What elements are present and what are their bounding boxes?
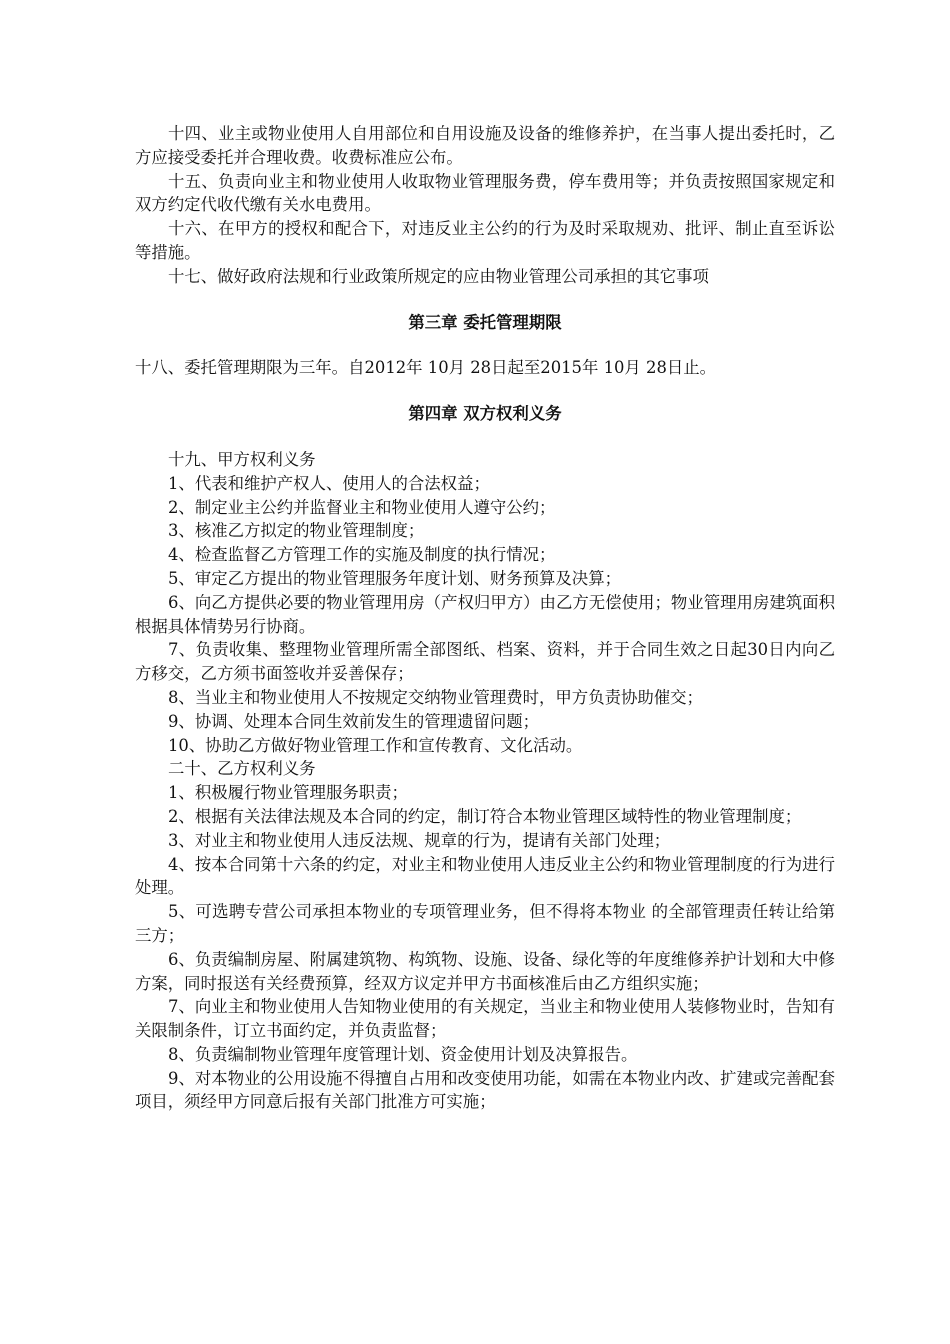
list-item: 2、根据有关法律法规及本合同的约定，制订符合本物业管理区域特性的物业管理制度； bbox=[168, 806, 802, 826]
list-item: 5、审定乙方提出的物业管理服务年度计划、财务预算及决算； bbox=[168, 568, 621, 588]
paragraph-18: 十八、委托管理期限为三年。自2012年 10月 28日起至2015年 10月 28日止。 bbox=[135, 358, 717, 378]
list-item: 6、负责编制房屋、附属建筑物、构筑物、设施、设备、绿化等的年度维修养护计划和大中修方案，同时报送有关经费预算，经双方议定并甲方书面核准后由乙方组织实施； bbox=[135, 949, 835, 993]
paragraph-19-heading: 十九、甲方权利义务 bbox=[168, 449, 316, 469]
list-item: 1、代表和维护产权人、使用人的合法权益； bbox=[168, 473, 490, 493]
list-item: 3、核准乙方拟定的物业管理制度； bbox=[168, 521, 425, 541]
chapter-3-title: 第三章 委托管理期限 bbox=[408, 312, 562, 332]
list-item: 9、协调、处理本合同生效前发生的管理遗留问题； bbox=[168, 711, 540, 731]
list-item: 7、负责收集、整理物业管理所需全部图纸、档案、资料，并于合同生效之日起30日内向乙方移交，乙方须书面签收并妥善保存； bbox=[135, 640, 835, 684]
list-item: 6、向乙方提供必要的物业管理用房（产权归甲方）由乙方无偿使用；物业管理用房建筑面积根据具体情势另行协商。 bbox=[135, 592, 835, 636]
list-item: 8、负责编制物业管理年度管理计划、资金使用计划及决算报告。 bbox=[168, 1044, 638, 1064]
list-item: 2、制定业主公约并监督业主和物业使用人遵守公约； bbox=[168, 497, 556, 517]
paragraph-17: 十七、做好政府法规和行业政策所规定的应由物业管理公司承担的其它事项 bbox=[168, 266, 709, 286]
list-item: 1、积极履行物业管理服务职责； bbox=[168, 783, 408, 803]
list-item: 5、可选聘专营公司承担本物业的专项管理业务，但不得将本物业 的全部管理责任转让给第三方； bbox=[135, 902, 835, 945]
list-item: 7、向业主和物业使用人告知物业使用的有关规定，当业主和物业使用人装修物业时，告知有关限制条件，订立书面约定，并负责监督； bbox=[135, 997, 835, 1041]
list-item: 4、按本合同第十六条的约定，对业主和物业使用人违反业主公约和物业管理制度的行为进行处理。 bbox=[135, 854, 835, 898]
paragraph-20-heading: 二十、乙方权利义务 bbox=[168, 759, 316, 779]
list-item: 4、检查监督乙方管理工作的实施及制度的执行情况； bbox=[168, 545, 556, 565]
paragraph-15: 十五、负责向业主和物业使用人收取物业管理服务费，停车费用等；并负责按照国家规定和双方约定代收代缴有关水电费用。 bbox=[135, 171, 835, 215]
list-item: 8、当业主和物业使用人不按规定交纳物业管理费时，甲方负责协助催交； bbox=[168, 687, 703, 707]
list-item: 3、对业主和物业使用人违反法规、规章的行为，提请有关部门处理； bbox=[168, 830, 671, 850]
paragraph-16: 十六、在甲方的授权和配合下，对违反业主公约的行为及时采取规劝、批评、制止直至诉讼等措施。 bbox=[135, 219, 835, 262]
chapter-4-title: 第四章 双方权利义务 bbox=[408, 404, 562, 424]
document-page bbox=[135, 122, 835, 1114]
paragraph-14: 十四、业主或物业使用人自用部位和自用设施及设备的维修养护，在当事人提出委托时，乙方应接受委托并合理收费。收费标准应公布。 bbox=[135, 124, 835, 167]
list-item: 9、对本物业的公用设施不得擅自占用和改变使用功能，如需在本物业内改、扩建或完善配套项目，须经甲方同意后报有关部门批准方可实施； bbox=[135, 1068, 835, 1112]
list-item: 10、协助乙方做好物业管理工作和宣传教育、文化活动。 bbox=[168, 735, 583, 755]
